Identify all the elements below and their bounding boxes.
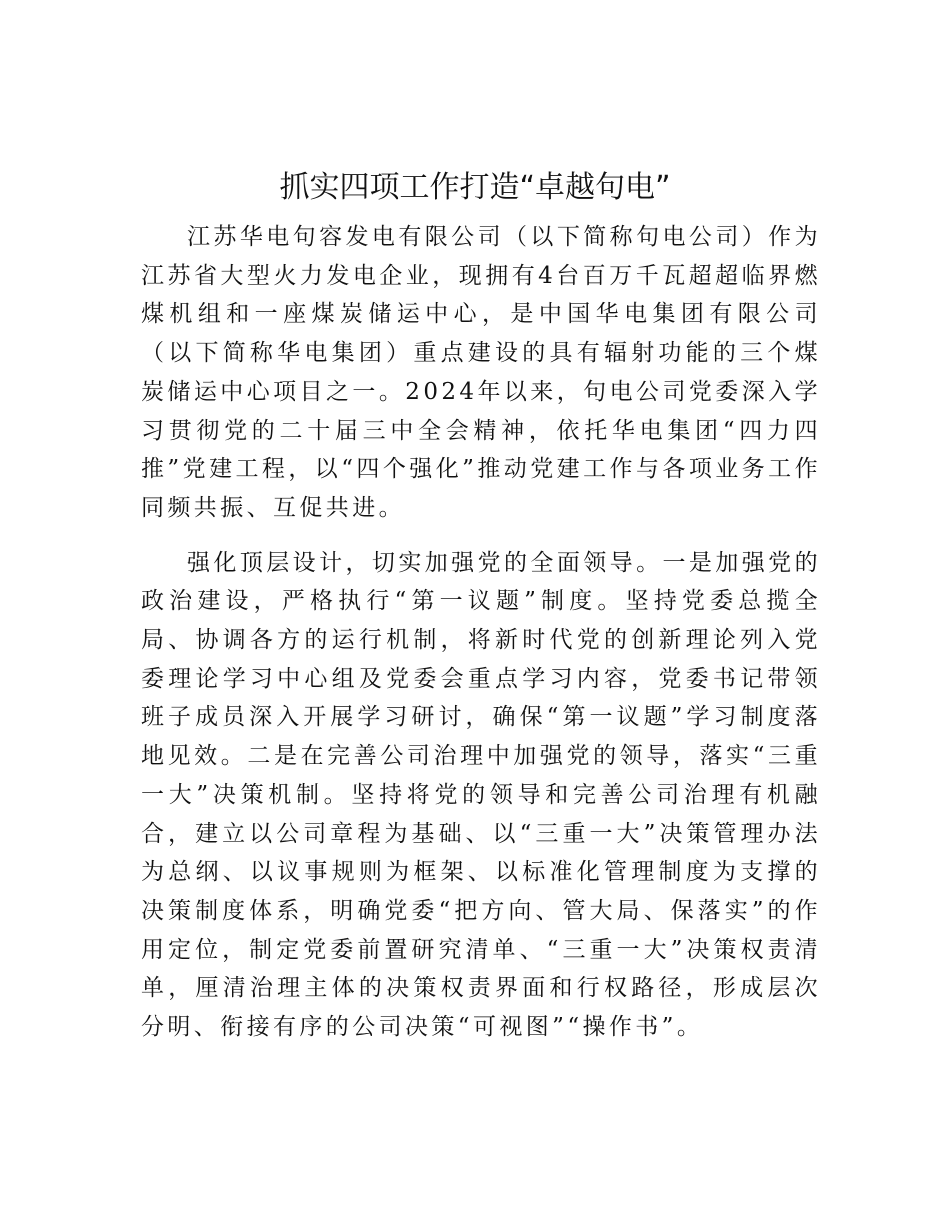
- paragraph-top-level-design: 强化顶层设计，切实加强党的全面领导。一是加强党的政治建设，严格执行“第一议题”制度。坚持党委总揽全局、协调各方的运行机制，将新时代党的创新理论列入党委理论学习中心组及党委会重点学习内容，党委书记带领班子成员深入开展学习研讨，确保“第一议题”学习制度落地见效。二是在完善公司治理中加强党的领导，落实“三重一大”决策机制。坚持将党的领导和完善公司治理有机融合，建立以公司章程为基础、以“三重一大”决策管理办法为总纲、以议事规则为框架、以标准化管理制度为支撑的决策制度体系，明确党委“把方向、管大局、保落实”的作用定位，制定党委前置研究清单、“三重一大”决策权责清单，厘清治理主体的决策权责界面和行权路径，形成层次分明、衔接有序的公司决策“可视图”“操作书”。: [141, 549, 821, 1041]
- document-body: [141, 218, 821, 1047]
- document-title: 抓实四项工作打造“卓越句电”: [279, 170, 671, 205]
- paragraph-intro: 江苏华电句容发电有限公司（以下简称句电公司）作为江苏省大型火力发电企业，现拥有4台百万千瓦超超临界燃煤机组和一座煤炭储运中心，是中国华电集团有限公司（以下简称华电集团）重点建设的具有辐射功能的三个煤炭储运中心项目之一。2024年以来，句电公司党委深入学习贯彻党的二十届三中全会精神，依托华电集团“四力四推”党建工程，以“四个强化”推动党建工作与各项业务工作同频共振、互促共进。: [141, 224, 821, 521]
